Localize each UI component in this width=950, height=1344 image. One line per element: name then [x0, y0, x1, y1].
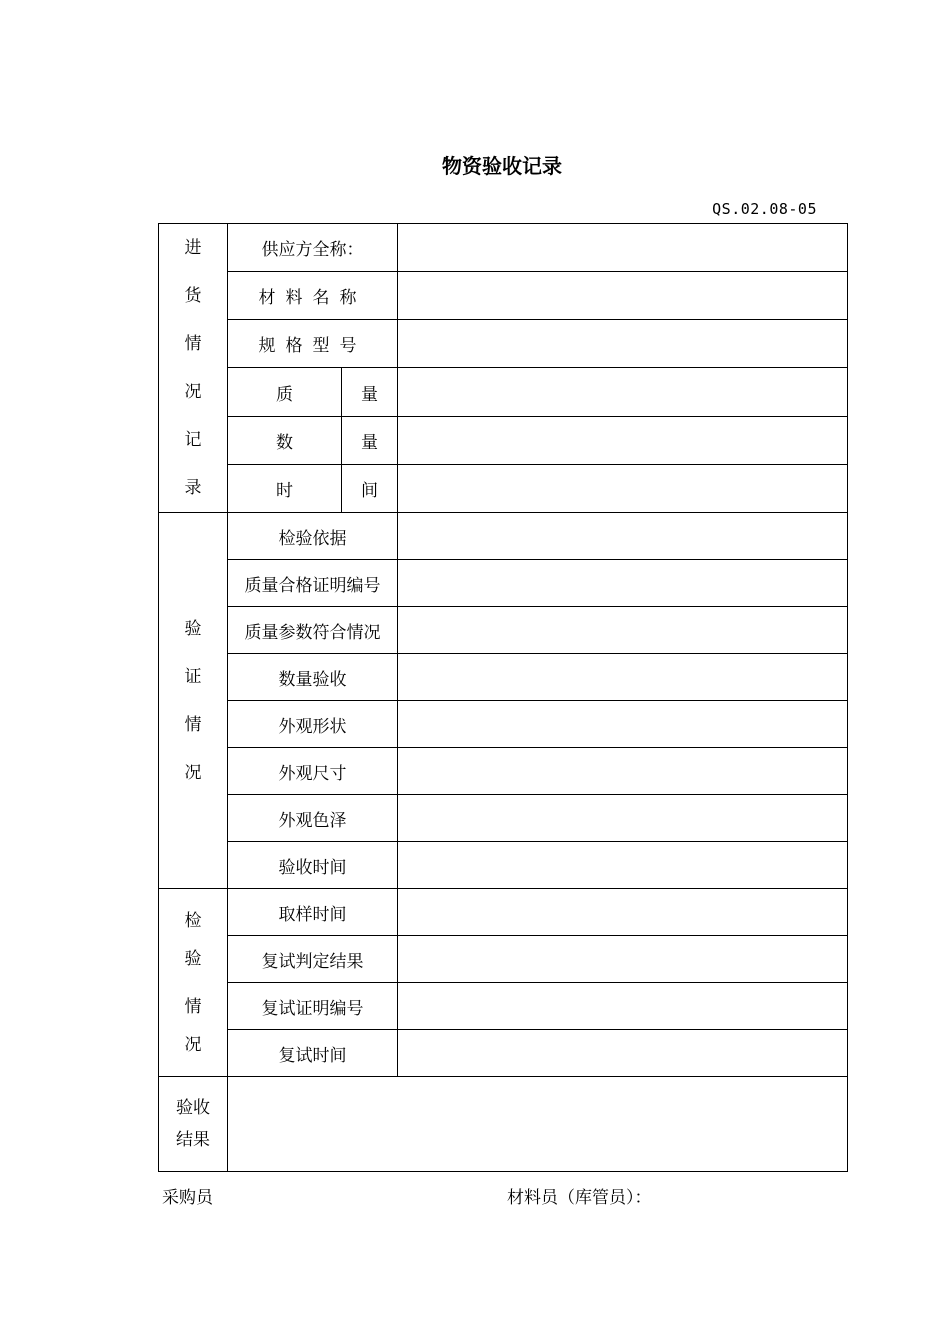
qty-accept-field[interactable] — [398, 654, 848, 701]
cert-no-field[interactable] — [398, 560, 848, 607]
time-label-b: 间 — [342, 464, 398, 512]
appearance-color-label: 外观色泽 — [228, 795, 398, 842]
table-row — [159, 320, 848, 368]
retest-cert-label: 复试证明编号 — [228, 983, 398, 1030]
appearance-shape-label: 外观形状 — [228, 701, 398, 748]
storekeeper-label: 材料员（库管员）： — [507, 1188, 652, 1208]
table-row — [159, 983, 848, 1030]
table-row — [159, 607, 848, 654]
accept-time-label: 验收时间 — [228, 842, 398, 889]
basis-field[interactable] — [398, 513, 848, 560]
section-inspection-label: 检 验 情 况 — [159, 889, 228, 1077]
table-row — [159, 513, 848, 560]
appearance-color-field[interactable] — [398, 795, 848, 842]
table-row — [159, 842, 848, 889]
quality-field[interactable] — [398, 368, 848, 416]
table-row — [159, 560, 848, 607]
section-incoming-label: 进 货 情 况 记 录 — [159, 224, 228, 513]
spec-model-field[interactable] — [398, 320, 848, 368]
retest-result-field[interactable] — [398, 936, 848, 983]
table-row — [159, 1077, 848, 1172]
retest-result-label: 复试判定结果 — [228, 936, 398, 983]
table-row — [159, 889, 848, 936]
table-row — [159, 416, 848, 464]
table-row — [159, 272, 848, 320]
section-verification-label: 验 证 情 况 — [159, 513, 228, 889]
document-code: QS.02.08-05 — [712, 200, 817, 218]
material-name-label: 材料名称 — [228, 272, 398, 320]
quantity-field[interactable] — [398, 416, 848, 464]
quantity-label-b: 量 — [342, 416, 398, 464]
table-row — [159, 654, 848, 701]
table-row — [159, 1030, 848, 1077]
spec-model-label: 规格型号 — [228, 320, 398, 368]
material-name-field[interactable] — [398, 272, 848, 320]
quantity-label-a: 数 — [228, 416, 342, 464]
retest-time-field[interactable] — [398, 1030, 848, 1077]
qty-accept-label: 数量验收 — [228, 654, 398, 701]
purchaser-label: 采购员 — [162, 1188, 213, 1208]
retest-time-label: 复试时间 — [228, 1030, 398, 1077]
sample-time-field[interactable] — [398, 889, 848, 936]
accept-time-field[interactable] — [398, 842, 848, 889]
table-row — [159, 748, 848, 795]
supplier-field[interactable] — [398, 224, 848, 272]
table-row — [159, 795, 848, 842]
appearance-size-field[interactable] — [398, 748, 848, 795]
table-row — [159, 224, 848, 272]
section-result-label: 验收 结果 — [159, 1077, 228, 1172]
param-match-field[interactable] — [398, 607, 848, 654]
table-row — [159, 368, 848, 416]
inspection-record-table — [158, 223, 848, 1172]
quality-label-b: 量 — [342, 368, 398, 416]
result-field[interactable] — [228, 1077, 848, 1172]
appearance-size-label: 外观尺寸 — [228, 748, 398, 795]
page-title: 物资验收记录 — [442, 154, 562, 178]
supplier-label: 供应方全称： — [228, 224, 398, 272]
quality-label-a: 质 — [228, 368, 342, 416]
sample-time-label: 取样时间 — [228, 889, 398, 936]
param-match-label: 质量参数符合情况 — [228, 607, 398, 654]
time-field[interactable] — [398, 464, 848, 512]
table-row — [159, 701, 848, 748]
table-row — [159, 936, 848, 983]
appearance-shape-field[interactable] — [398, 701, 848, 748]
basis-label: 检验依据 — [228, 513, 398, 560]
retest-cert-field[interactable] — [398, 983, 848, 1030]
table-row — [159, 464, 848, 512]
cert-no-label: 质量合格证明编号 — [228, 560, 398, 607]
time-label-a: 时 — [228, 464, 342, 512]
